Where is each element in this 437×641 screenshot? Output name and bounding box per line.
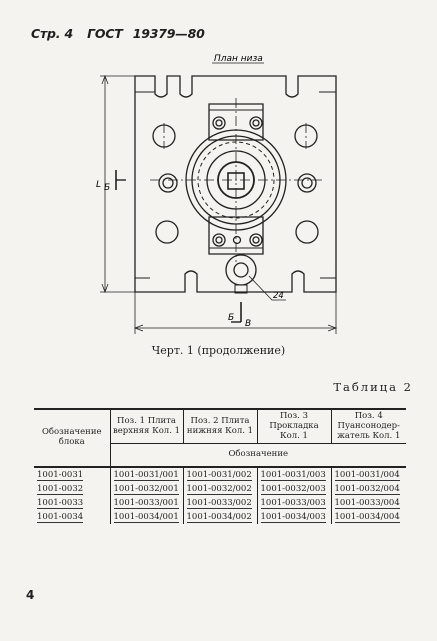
page-number: 4 xyxy=(26,588,35,602)
table-row xyxy=(34,467,406,482)
view-label: План низа xyxy=(214,54,263,64)
row-block-code: 1001-0031 xyxy=(37,470,84,481)
hole-br xyxy=(296,221,318,243)
hole-bl xyxy=(156,221,178,243)
callout-label: 24 xyxy=(273,291,284,301)
row-part-code: 1001-0033/001 xyxy=(113,498,179,509)
bottom-boss xyxy=(226,255,256,285)
table-row xyxy=(34,496,406,510)
dimension-v: В xyxy=(245,319,252,329)
page-label: Стр. 4 xyxy=(31,26,73,41)
row-part-code: 1001-0034/003 xyxy=(260,512,326,523)
row-part-code: 1001-0034/002 xyxy=(186,512,252,523)
dimension-l: L xyxy=(96,180,102,190)
row-part-code: 1001-0031/003 xyxy=(260,470,326,481)
row-block-code: 1001-0034 xyxy=(37,512,84,523)
row-part-code: 1001-0032/004 xyxy=(334,484,400,495)
header-pos-1: Поз. 1 Плита верхняя Кол. 1 xyxy=(110,409,183,444)
row-block-code: 1001-0032 xyxy=(37,484,84,495)
row-part-code: 1001-0033/003 xyxy=(260,498,326,509)
table-row xyxy=(34,482,406,496)
table-row xyxy=(34,510,406,524)
spec-table xyxy=(34,408,406,524)
technical-drawing xyxy=(0,50,437,345)
row-block-code: 1001-0033 xyxy=(37,498,84,509)
header-pos-2: Поз. 2 Плита нижняя Кол. 1 xyxy=(183,409,257,444)
row-part-code: 1001-0033/002 xyxy=(186,498,252,509)
standard-number: 19379—80 xyxy=(132,26,205,41)
section-label: Б xyxy=(104,183,111,193)
row-part-code: 1001-0031/002 xyxy=(186,470,252,481)
header-designation: Обозначение блока xyxy=(34,409,110,467)
row-part-code: 1001-0032/003 xyxy=(260,484,326,495)
row-part-code: 1001-0031/001 xyxy=(113,470,179,481)
row-part-code: 1001-0032/002 xyxy=(186,484,252,495)
row-part-code: 1001-0031/004 xyxy=(334,470,400,481)
subheader-designation: Обозначение xyxy=(110,444,406,467)
figure-caption: Черт. 1 (продолжение) xyxy=(151,344,286,357)
table-title: Таблица 2 xyxy=(333,380,413,394)
dimension-b: Б xyxy=(228,313,235,323)
header-pos-3: Поз. 3 Прокладка Кол. 1 xyxy=(257,409,331,444)
row-part-code: 1001-0034/001 xyxy=(113,512,179,523)
row-part-code: 1001-0033/004 xyxy=(334,498,400,509)
standard-label: ГОСТ xyxy=(87,26,123,41)
row-part-code: 1001-0034/004 xyxy=(334,512,400,523)
row-part-code: 1001-0032/001 xyxy=(113,484,179,495)
plate-outline xyxy=(135,76,336,292)
header-pos-4: Поз. 4 Пуансонодер-жатель Кол. 1 xyxy=(331,409,406,444)
page-header xyxy=(31,26,211,41)
